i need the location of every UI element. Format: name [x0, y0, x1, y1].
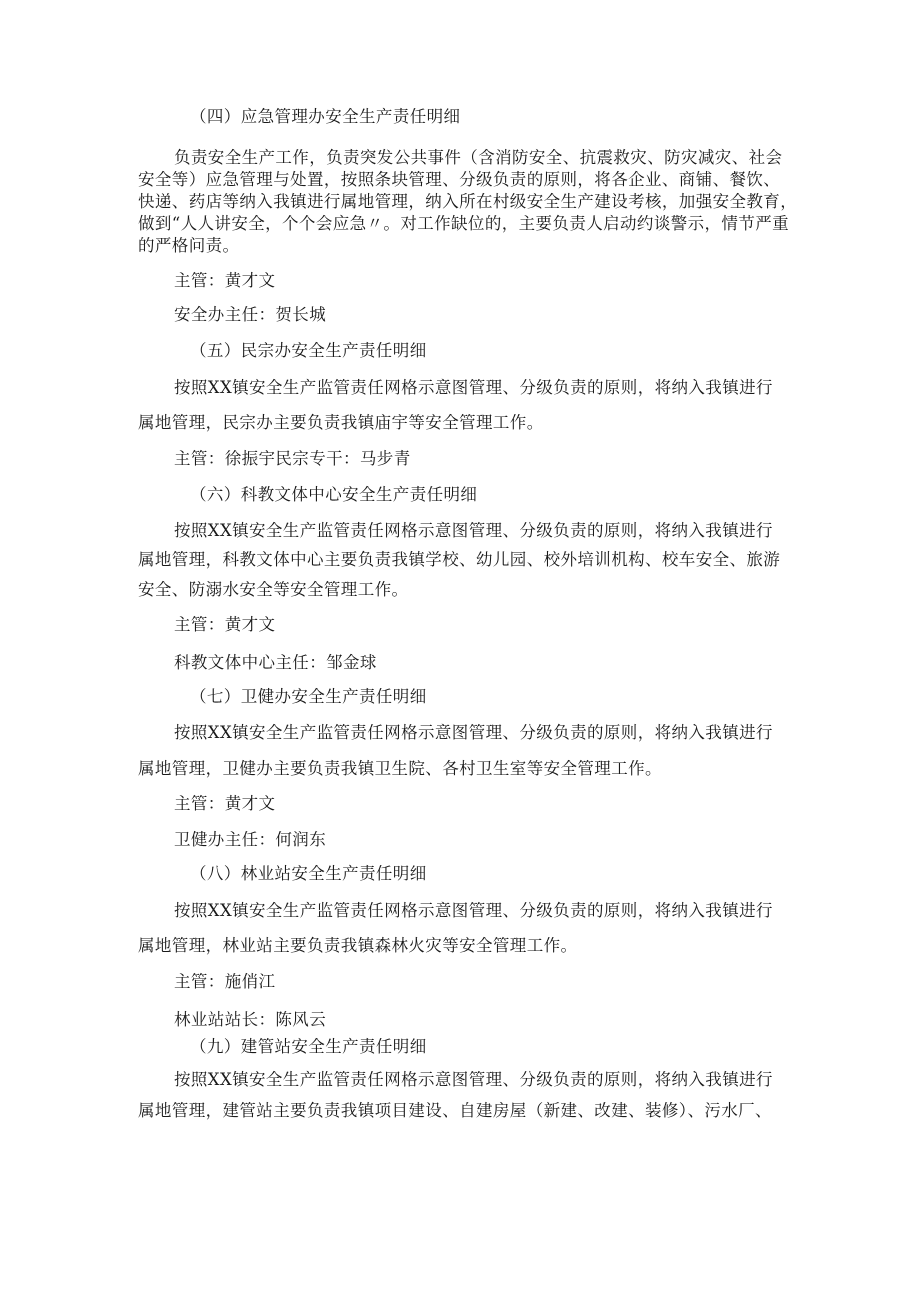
section-heading-8: （八）林业站安全生产责任明细 — [190, 864, 427, 883]
section-heading-7: （七）卫健办安全生产责任明细 — [190, 687, 427, 706]
supervisor-line: 主管：黄才文 — [174, 794, 276, 813]
paragraph-line: 属地管理，林业站主要负责我镇森林火灾等安全管理工作。 — [138, 936, 578, 955]
director-line: 科教文体中心主任：邹金球 — [174, 653, 377, 672]
paragraph-line: 负责安全生产工作，负责突发公共事件（含消防安全、抗震救灾、防灾减灾、社会 — [174, 148, 783, 167]
section-heading-6: （六）科教文体中心安全生产责任明细 — [190, 485, 478, 504]
paragraph-line: 按照XX镇安全生产监管责任网格示意图管理、分级负责的原则，将纳入我镇进行 — [174, 378, 773, 397]
supervisor-line: 主管：徐振宇民宗专干：马步青 — [174, 449, 411, 468]
section-heading-4: （四）应急管理办安全生产责任明细 — [190, 107, 461, 126]
paragraph-line: 按照XX镇安全生产监管责任网格示意图管理、分级负责的原则，将纳入我镇进行 — [174, 521, 773, 540]
director-line: 安全办主任：贺长城 — [174, 305, 327, 324]
director-line: 卫健办主任：何润东 — [174, 830, 327, 849]
director-line: 林业站站长：陈风云 — [174, 1010, 327, 1029]
paragraph-line: 属地管理，民宗办主要负责我镇庙宇等安全管理工作。 — [138, 413, 544, 432]
paragraph-line: 的严格问责。 — [138, 236, 240, 255]
paragraph-line: 属地管理，建管站主要负责我镇项目建设、自建房屋（新建、改建、装修）、污水厂、 — [138, 1101, 772, 1120]
paragraph-line: 做到“人人讲安全，个个会应急〃。对工作缺位的，主要负责人启动约谈警示，情节严重 — [138, 214, 790, 233]
paragraph-line: 按照XX镇安全生产监管责任网格示意图管理、分级负责的原则，将纳入我镇进行 — [174, 723, 773, 742]
paragraph-line: 安全、防溺水安全等安全管理工作。 — [138, 580, 409, 599]
paragraph-line: 按照XX镇安全生产监管责任网格示意图管理、分级负责的原则，将纳入我镇进行 — [174, 901, 773, 920]
supervisor-line: 主管：黄才文 — [174, 271, 276, 290]
paragraph-line: 安全等）应急管理与处置，按照条块管理、分级负责的原则，将各企业、商铺、餐饮、 — [138, 170, 781, 189]
paragraph-line: 快递、药店等纳入我镇进行属地管理，纳入所在村级安全生产建设考核，加强安全教育， — [138, 192, 798, 211]
section-heading-9: （九）建管站安全生产责任明细 — [190, 1037, 427, 1056]
paragraph-line: 属地管理，卫健办主要负责我镇卫生院、各村卫生室等安全管理工作。 — [138, 759, 662, 778]
section-heading-5: （五）民宗办安全生产责任明细 — [190, 341, 427, 360]
paragraph-line: 属地管理，科教文体中心主要负责我镇学校、幼儿园、校外培训机构、校车安全、旅游 — [138, 550, 781, 569]
paragraph-line: 按照XX镇安全生产监管责任网格示意图管理、分级负责的原则，将纳入我镇进行 — [174, 1070, 773, 1089]
supervisor-line: 主管：黄才文 — [174, 615, 276, 634]
supervisor-line: 主管：施俏江 — [174, 972, 276, 991]
